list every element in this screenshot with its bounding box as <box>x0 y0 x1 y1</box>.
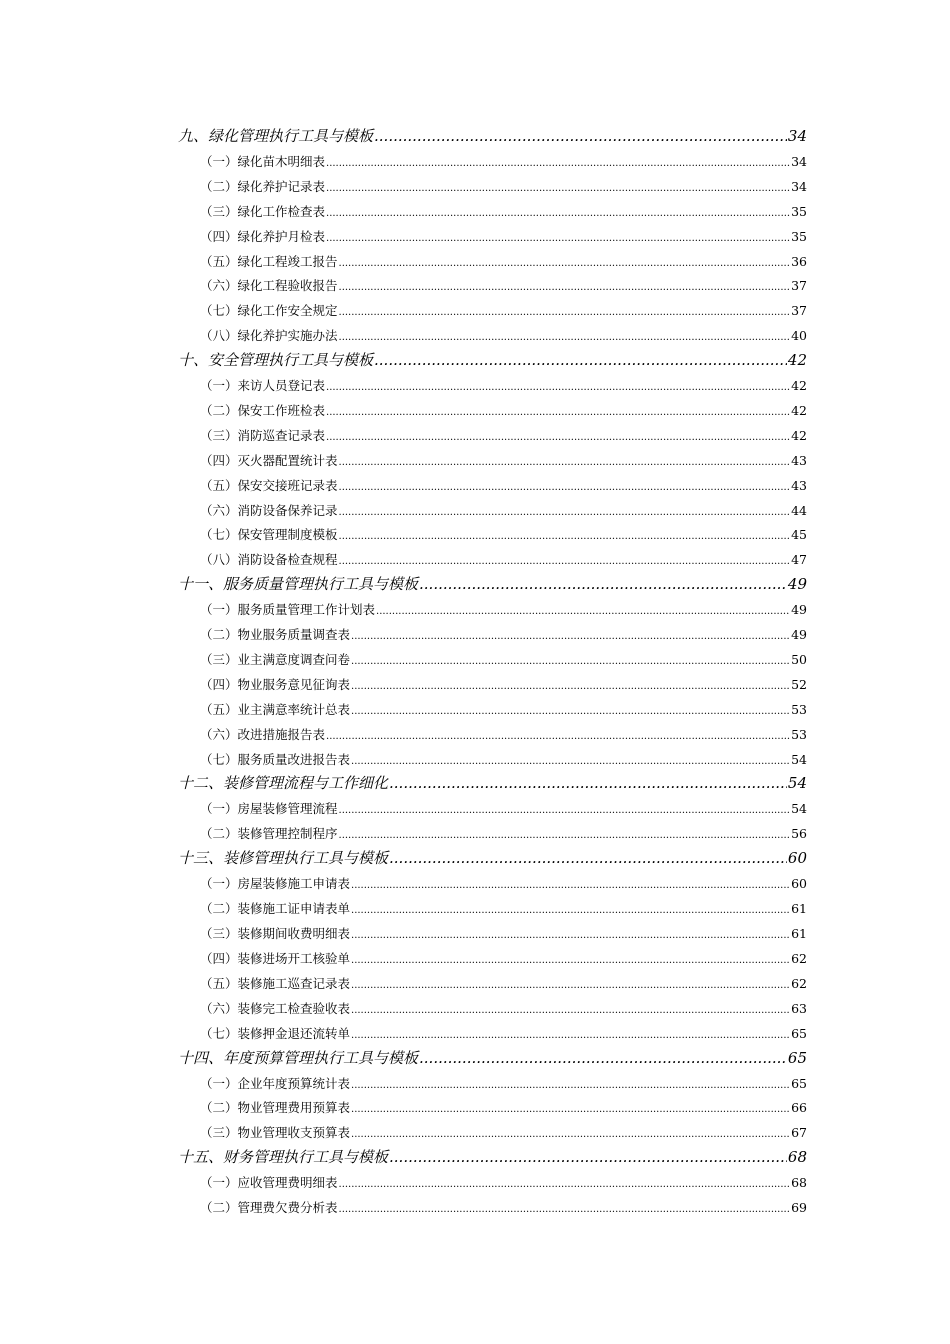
toc-dot-leader <box>351 1095 790 1120</box>
toc-entry-title: 十一、服务质量管理执行工具与模板 <box>178 575 419 594</box>
toc-page-number: 66 <box>791 1100 807 1116</box>
toc-entry-title: （五）业主满意率统计总表 <box>200 701 351 717</box>
toc-section-entry[interactable] <box>178 747 807 772</box>
toc-dot-leader <box>374 124 787 149</box>
toc-section-entry[interactable] <box>178 896 807 921</box>
toc-page-number: 54 <box>791 751 807 767</box>
toc-entry-title: （二）管理费欠费分析表 <box>200 1200 338 1216</box>
toc-section-entry[interactable] <box>178 473 807 498</box>
toc-entry-title: （三）消防巡查记录表 <box>200 427 326 443</box>
toc-entry-title: （五）保安交接班记录表 <box>200 477 338 493</box>
toc-dot-leader <box>374 348 787 373</box>
toc-dot-leader <box>351 697 790 722</box>
toc-dot-leader <box>419 1046 787 1071</box>
toc-section-entry[interactable] <box>178 1095 807 1120</box>
toc-page-number: 45 <box>791 527 807 543</box>
toc-section-entry[interactable] <box>178 722 807 747</box>
toc-page-number: 49 <box>791 627 807 643</box>
toc-dot-leader <box>389 1145 787 1170</box>
toc-dot-leader <box>339 323 791 348</box>
toc-section-entry[interactable] <box>178 697 807 722</box>
toc-section-entry[interactable] <box>178 448 807 473</box>
toc-page-number: 53 <box>791 726 807 742</box>
toc-dot-leader <box>339 522 791 547</box>
toc-entry-title: （三）装修期间收费明细表 <box>200 926 351 942</box>
toc-page-number: 52 <box>791 676 807 692</box>
toc-entry-title: （二）装修施工证申请表单 <box>200 901 351 917</box>
toc-section-entry[interactable] <box>178 273 807 298</box>
toc-section-entry[interactable] <box>178 224 807 249</box>
toc-page-number: 56 <box>791 826 807 842</box>
toc-entry-title: （七）绿化工作安全规定 <box>200 303 338 319</box>
toc-entry-title: （五）绿化工程竣工报告 <box>200 253 338 269</box>
toc-page-number: 37 <box>791 303 807 319</box>
toc-entry-title: （三）物业管理收支预算表 <box>200 1125 351 1141</box>
toc-page-number: 67 <box>791 1125 807 1141</box>
toc-dot-leader <box>339 821 791 846</box>
toc-dot-leader <box>419 572 787 597</box>
toc-entry-title: （一）来访人员登记表 <box>200 378 326 394</box>
toc-dot-leader <box>339 273 791 298</box>
toc-dot-leader <box>326 174 790 199</box>
toc-entry-title: （二）保安工作班检表 <box>200 403 326 419</box>
toc-section-entry[interactable] <box>178 1120 807 1145</box>
toc-entry-title: （一）服务质量管理工作计划表 <box>200 602 376 618</box>
toc-dot-leader <box>326 224 790 249</box>
toc-chapter-entry[interactable] <box>178 771 807 796</box>
toc-page-number: 68 <box>787 1148 807 1167</box>
toc-entry-title: 十、安全管理执行工具与模板 <box>178 351 374 370</box>
toc-chapter-entry[interactable] <box>178 846 807 871</box>
toc-page-number: 42 <box>791 403 807 419</box>
toc-section-entry[interactable] <box>178 871 807 896</box>
toc-page-number: 34 <box>787 127 807 145</box>
toc-page-number: 43 <box>791 452 807 468</box>
toc-chapter-entry[interactable] <box>178 124 807 149</box>
toc-page-number: 49 <box>791 602 807 618</box>
toc-page-number: 36 <box>791 253 807 269</box>
toc-section-entry[interactable] <box>178 622 807 647</box>
toc-entry-title: 十二、装修管理流程与工作细化 <box>178 774 389 793</box>
toc-section-entry[interactable] <box>178 597 807 622</box>
toc-entry-title: （一）应收管理费明细表 <box>200 1175 338 1191</box>
toc-dot-leader <box>376 597 790 622</box>
toc-section-entry[interactable] <box>178 946 807 971</box>
toc-dot-leader <box>351 921 790 946</box>
toc-dot-leader <box>339 1170 791 1195</box>
toc-entry-title: （七）服务质量改进报告表 <box>200 751 351 767</box>
toc-dot-leader <box>339 298 791 323</box>
toc-page-number: 61 <box>791 926 807 942</box>
toc-dot-leader <box>326 722 790 747</box>
toc-entry-title: （一）绿化苗木明细表 <box>200 154 326 169</box>
toc-entry-title: 十五、财务管理执行工具与模板 <box>178 1148 389 1167</box>
toc-page-number: 40 <box>791 328 807 344</box>
toc-entry-title: （四）物业服务意见征询表 <box>200 676 351 692</box>
toc-page-number: 42 <box>787 351 807 370</box>
toc-section-entry[interactable] <box>178 821 807 846</box>
toc-page-number: 50 <box>791 652 807 668</box>
toc-section-entry[interactable] <box>178 398 807 423</box>
toc-dot-leader <box>351 871 790 896</box>
toc-entry-title: （七）保安管理制度模板 <box>200 527 338 543</box>
toc-entry-title: （四）灭火器配置统计表 <box>200 452 338 468</box>
toc-entry-title: （四）装修进场开工核验单 <box>200 950 351 966</box>
toc-page-number: 60 <box>791 876 807 892</box>
toc-page-number: 61 <box>791 901 807 917</box>
toc-dot-leader <box>389 846 787 871</box>
toc-page-number: 35 <box>791 203 807 219</box>
toc-dot-leader <box>351 647 790 672</box>
toc-entry-title: （六）改进措施报告表 <box>200 726 326 742</box>
toc-section-entry[interactable] <box>178 921 807 946</box>
toc-dot-leader <box>351 1071 790 1096</box>
toc-section-entry[interactable] <box>178 647 807 672</box>
toc-dot-leader <box>339 498 791 523</box>
toc-dot-leader <box>339 448 791 473</box>
toc-dot-leader <box>351 1021 790 1046</box>
toc-entry-title: （二）物业服务质量调查表 <box>200 627 351 643</box>
toc-section-entry[interactable] <box>178 149 807 174</box>
toc-dot-leader <box>326 199 790 224</box>
toc-page-number: 60 <box>787 849 807 868</box>
toc-page-number: 65 <box>791 1075 807 1091</box>
toc-dot-leader <box>339 1195 791 1220</box>
toc-page-number: 34 <box>791 154 807 169</box>
toc-dot-leader <box>351 672 790 697</box>
toc-page-number: 62 <box>791 975 807 991</box>
toc-entry-title: （六）消防设备保养记录 <box>200 502 338 518</box>
toc-section-entry[interactable] <box>178 971 807 996</box>
table-of-contents <box>178 124 807 1220</box>
toc-dot-leader <box>326 149 790 174</box>
toc-section-entry[interactable] <box>178 672 807 697</box>
toc-page-number: 37 <box>791 278 807 294</box>
toc-dot-leader <box>339 547 791 572</box>
toc-dot-leader <box>351 971 790 996</box>
toc-page-number: 54 <box>791 801 807 817</box>
toc-section-entry[interactable] <box>178 1021 807 1046</box>
toc-dot-leader <box>339 249 791 274</box>
toc-entry-title: 十四、年度预算管理执行工具与模板 <box>178 1048 419 1067</box>
toc-page-number: 65 <box>791 1025 807 1041</box>
toc-entry-title: （二）物业管理费用预算表 <box>200 1100 351 1116</box>
toc-page-number: 68 <box>791 1175 807 1191</box>
toc-dot-leader <box>351 1120 790 1145</box>
toc-section-entry[interactable] <box>178 323 807 348</box>
toc-entry-title: （一）房屋装修施工申请表 <box>200 876 351 892</box>
toc-section-entry[interactable] <box>178 547 807 572</box>
toc-dot-leader <box>351 896 790 921</box>
toc-page-number: 54 <box>787 774 807 793</box>
toc-chapter-entry[interactable] <box>178 1145 807 1170</box>
toc-dot-leader <box>339 796 791 821</box>
toc-entry-title: （一）企业年度预算统计表 <box>200 1075 351 1091</box>
toc-dot-leader <box>351 996 790 1021</box>
toc-section-entry[interactable] <box>178 796 807 821</box>
toc-section-entry[interactable] <box>178 1195 807 1220</box>
toc-entry-title: （六）绿化工程验收报告 <box>200 278 338 294</box>
toc-section-entry[interactable] <box>178 174 807 199</box>
toc-entry-title: （一）房屋装修管理流程 <box>200 801 338 817</box>
toc-page-number: 43 <box>791 477 807 493</box>
toc-dot-leader <box>351 946 790 971</box>
toc-entry-title: （八）消防设备检查规程 <box>200 552 338 568</box>
toc-page-number: 35 <box>791 228 807 244</box>
toc-page-number: 47 <box>791 552 807 568</box>
toc-dot-leader <box>351 622 790 647</box>
toc-page-number: 62 <box>791 950 807 966</box>
toc-entry-title: （四）绿化养护月检表 <box>200 228 326 244</box>
toc-dot-leader <box>351 747 790 772</box>
toc-section-entry[interactable] <box>178 298 807 323</box>
toc-entry-title: （三）业主满意度调查问卷 <box>200 652 351 668</box>
toc-page-number: 69 <box>791 1200 807 1216</box>
toc-dot-leader <box>326 423 790 448</box>
toc-section-entry[interactable] <box>178 423 807 448</box>
toc-entry-title: （六）装修完工检查验收表 <box>200 1000 351 1016</box>
toc-page-number: 53 <box>791 701 807 717</box>
toc-section-entry[interactable] <box>178 1170 807 1195</box>
toc-page-number: 42 <box>791 378 807 394</box>
toc-chapter-entry[interactable] <box>178 1046 807 1071</box>
toc-entry-title: （二）装修管理控制程序 <box>200 826 338 842</box>
toc-section-entry[interactable] <box>178 996 807 1021</box>
toc-page-number: 44 <box>791 502 807 518</box>
toc-page-number: 34 <box>791 178 807 194</box>
toc-dot-leader <box>326 398 790 423</box>
toc-entry-title: （二）绿化养护记录表 <box>200 178 326 194</box>
toc-page-number: 49 <box>787 575 807 594</box>
toc-section-entry[interactable] <box>178 1071 807 1096</box>
toc-section-entry[interactable] <box>178 522 807 547</box>
toc-entry-title: （五）装修施工巡查记录表 <box>200 975 351 991</box>
toc-page-number: 42 <box>791 427 807 443</box>
toc-dot-leader <box>326 373 790 398</box>
toc-entry-title: 十三、装修管理执行工具与模板 <box>178 849 389 868</box>
toc-entry-title: 九、绿化管理执行工具与模板 <box>178 127 374 145</box>
toc-section-entry[interactable] <box>178 249 807 274</box>
toc-section-entry[interactable] <box>178 199 807 224</box>
toc-page-number: 63 <box>791 1000 807 1016</box>
toc-entry-title: （三）绿化工作检查表 <box>200 203 326 219</box>
toc-chapter-entry[interactable] <box>178 572 807 597</box>
toc-entry-title: （八）绿化养护实施办法 <box>200 328 338 344</box>
toc-section-entry[interactable] <box>178 373 807 398</box>
toc-entry-title: （七）装修押金退还流转单 <box>200 1025 351 1041</box>
toc-dot-leader <box>389 771 787 796</box>
toc-page-number: 65 <box>787 1048 807 1067</box>
toc-section-entry[interactable] <box>178 498 807 523</box>
toc-dot-leader <box>339 473 791 498</box>
toc-chapter-entry[interactable] <box>178 348 807 373</box>
